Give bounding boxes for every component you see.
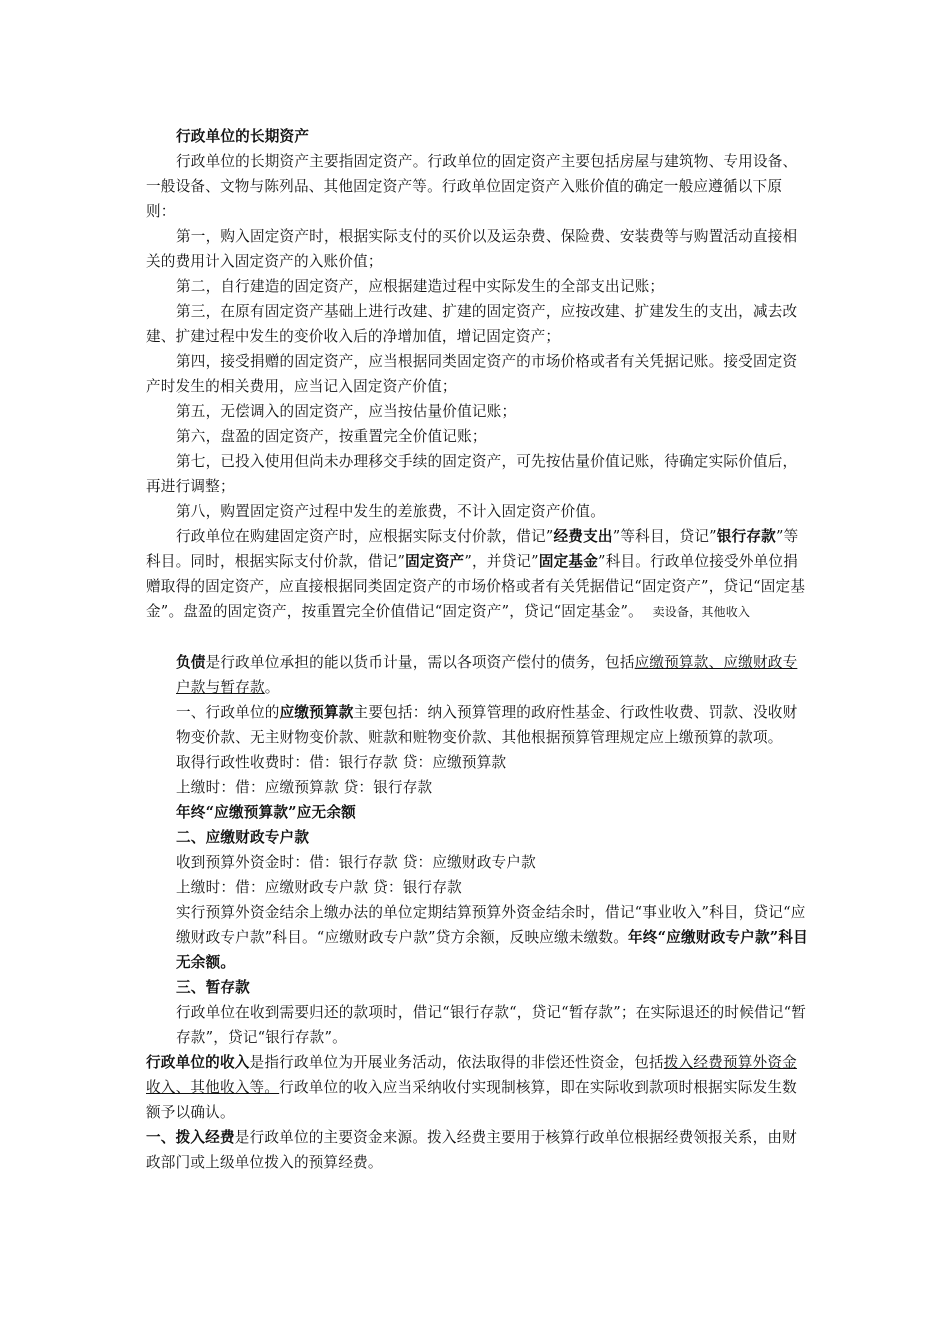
rule-4: 第四，接受捐赠的固定资产，应当根据同类固定资产的市场价格或者有关凭据记账。接受固定资产时发生的相关费用，应当记入固定资产价值； <box>146 353 798 395</box>
paragraph-intro: 行政单位的长期资产主要指固定资产。行政单位的固定资产主要包括房屋与建筑物、专用设备、一般设备、文物与陈列品、其他固定资产等。行政单位固定资产入账价值的确定一般应遵循以下原则： <box>146 153 798 220</box>
section-title-long-term-assets: 行政单位的长期资产 <box>176 128 310 145</box>
rule-8: 第八，购置固定资产过程中发生的差旅费，不计入固定资产价值。 <box>176 503 606 520</box>
note-line-bold: 年终“应缴预算款”应无余额 <box>176 804 356 821</box>
bold-term: 银行存款 <box>716 528 776 545</box>
paragraph-income: 行政单位的收入是指行政单位为开展业务活动，依法取得的非偿还性资金，包括拨入经费预算外资金收入、其他收入等。行政单位的收入应当采纳收付实现制核算，即在实际收到款项时根据实际发生数额予以确认。 <box>146 1054 797 1121</box>
spacer <box>146 625 810 650</box>
underlined-text: 拨入经费预算外资金收入、其他收入等。 <box>146 1054 797 1096</box>
rule-5: 第五，无偿调入的固定资产，应当按估量价值记账； <box>176 403 517 420</box>
paragraph-purchase-entries: 行政单位在购建固定资产时，应根据实际支付价款，借记”经费支出”等科目，贷记”银行存款”等科目。同时，根据实际支付价款，借记”固定资产”，并贷记”固定基金”科目。行政单位接受外单位捐赠取得的固定资产，应直接根据同类固定资产的市场价格或者有关凭据借记“固定资产”，贷记“固定基金”。盘盈的固定资产，按重置完全价值借记“固定资产”，贷记“固定基金”。 卖设备，其他收入 <box>146 528 806 620</box>
entry-line: 上缴时：借：应缴财政专户款 贷：银行存款 <box>176 879 462 896</box>
entry-line: 取得行政性收费时：借：银行存款 贷：应缴预算款 <box>176 754 507 771</box>
margin-note: 卖设备，其他收入 <box>652 605 751 619</box>
rule-7: 第七，已投入使用但尚未办理移交手续的固定资产，可先按估量价值记账，待确定实际价值后，再进行调整； <box>146 453 798 495</box>
bold-term: 经费支出 <box>553 528 613 545</box>
heading-payable-budget: 一、行政单位的应缴预算款主要包括：纳入预算管理的政府性基金、行政性收费、罚款、没收财物变价款、无主财物变价款、赃款和赃物变价款、其他根据预算管理规定应上缴预算的款项。 <box>176 704 798 746</box>
bold-term: 固定资产 <box>405 553 465 570</box>
heading-temporary-deposit: 三、暂存款 <box>176 979 250 996</box>
paragraph-temporary-deposit: 行政单位在收到需要归还的款项时，借记“银行存款“，贷记“暂存款”；在实际退还的时候借记“暂存款”，贷记“银行存款”。 <box>176 1004 807 1046</box>
rule-2: 第二，自行建造的固定资产，应根据建造过程中实际发生的全部支出记账； <box>176 278 665 295</box>
paragraph-liabilities: 负债是行政单位承担的能以货币计量，需以各项资产偿付的债务，包括应缴预算款、应缴财政专户款与暂存款。 <box>176 654 798 696</box>
rule-3: 第三，在原有固定资产基础上进行改建、扩建的固定资产，应按改建、扩建发生的支出，减去改建、扩建过程中发生的变价收入后的净增加值，增记固定资产； <box>146 303 798 345</box>
rule-1: 第一，购入固定资产时，根据实际支付的买价以及运杂费、保险费、安装费等与购置活动直接相关的费用计入固定资产的入账价值； <box>146 228 798 270</box>
paragraph-fiscal-settlement: 实行预算外资金结余上缴办法的单位定期结算预算外资金结余时，借记“事业收入”科目，贷记“应缴财政专户款”科目。“应缴财政专户款”贷方余额，反映应缴未缴数。年终“应缴财政专户款”科目无余额。 <box>176 904 808 971</box>
bold-term: 固定基金 <box>538 553 599 570</box>
entry-line: 上缴时：借：应缴预算款 贷：银行存款 <box>176 779 433 796</box>
rule-6: 第六，盘盈的固定资产，按重置完全价值记账； <box>176 428 487 445</box>
entry-line: 收到预算外资金时：借：银行存款 贷：应缴财政专户款 <box>176 854 536 871</box>
heading-fiscal-account: 二、应缴财政专户款 <box>176 829 310 846</box>
paragraph-allocated-funds: 一、拨入经费是行政单位的主要资金来源。拨入经费主要用于核算行政单位根据经费领报关系，由财政部门或上级单位拨入的预算经费。 <box>146 1129 797 1171</box>
underlined-text: 应缴预算款、应缴财政专户款与暂存款 <box>176 654 798 696</box>
document-page <box>146 124 810 1175</box>
